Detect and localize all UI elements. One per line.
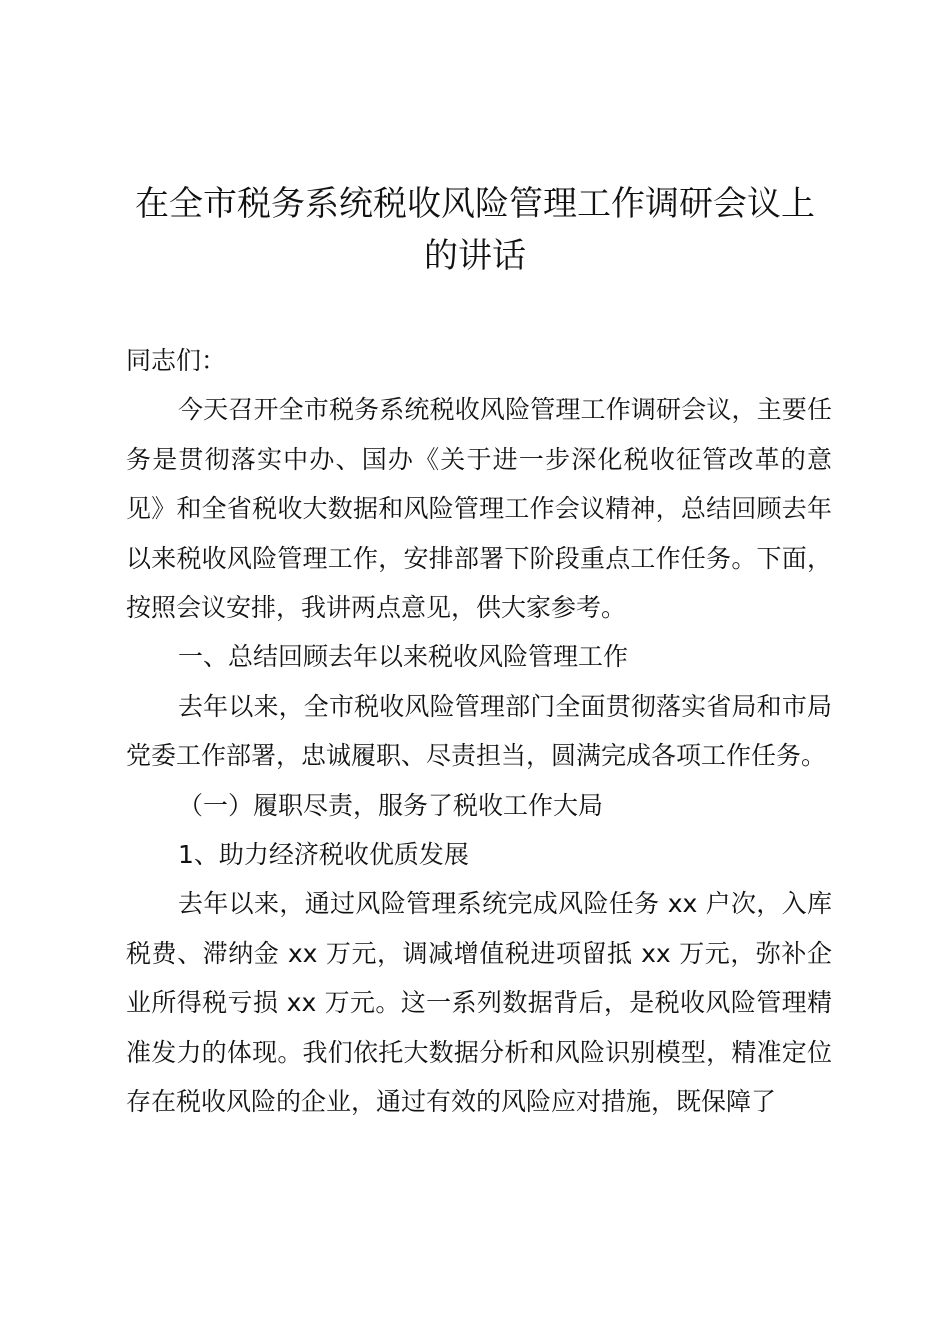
document-body: [126, 336, 832, 1127]
paragraph-summary: 去年以来，全市税收风险管理部门全面贯彻落实省局和市局党委工作部署，忠诚履职、尽责担当，圆满完成各项工作任务。: [126, 691, 832, 771]
salutation: 同志们：: [126, 346, 227, 375]
document-title: 在全市税务系统税收风险管理工作调研会议上的讲话: [135, 184, 815, 276]
item-heading-1: 1、助力经济税收优质发展: [178, 840, 469, 870]
paragraph-intro: 今天召开全市税务系统税收风险管理工作调研会议，主要任务是贯彻落实中办、国办《关于进一步深化税收征管改革的意见》和全省税收大数据和风险管理工作会议精神，总结回顾去年以来税收风险管理工作，安排部署下阶段重点工作任务。下面，按照会议安排，我讲两点意见，供大家参考。: [126, 395, 832, 623]
subsection-heading-1: （一）履职尽责，服务了税收工作大局: [178, 790, 604, 820]
paragraph-detail: 去年以来，通过风险管理系统完成风险任务 xx 户次，入库税费、滞纳金 xx 万元，调减增值税进项留抵 xx 万元，弥补企业所得税亏损 xx 万元。这一系列数据背后，是税收风险管理精准发力的体现。我们依托大数据分析和风险识别模型，精准定位存在税收风险的企业，通过有效的风险应对措施，既保障了: [126, 889, 832, 1117]
section-heading-1: 一、总结回顾去年以来税收风险管理工作: [178, 642, 629, 672]
